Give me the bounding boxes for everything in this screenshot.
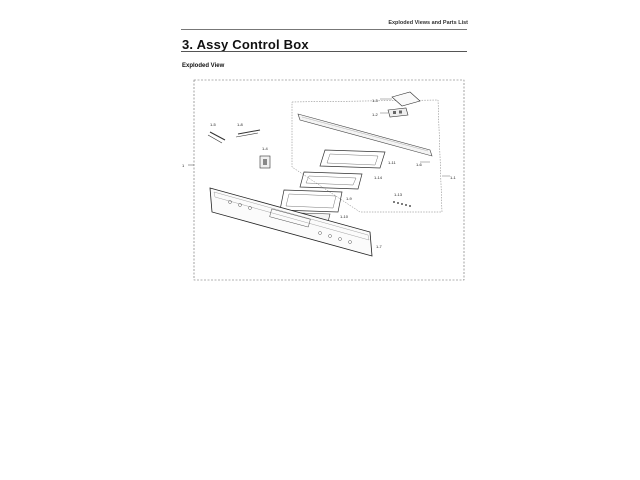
callout-1-5: 1-5 xyxy=(210,122,216,127)
callout-1-8: 1-8 xyxy=(237,122,243,127)
callout-1: 1 xyxy=(182,163,185,168)
callout-1-7: 1-7 xyxy=(376,244,382,249)
frame-front xyxy=(280,190,342,212)
title-rule xyxy=(181,51,467,52)
top-bracket xyxy=(298,114,432,156)
section-title: 3. Assy Control Box xyxy=(182,37,309,52)
header-rule xyxy=(181,29,467,30)
callout-1-1: 1-1 xyxy=(450,175,456,180)
assembly-boundary xyxy=(194,80,464,280)
callout-1-11: 1-11 xyxy=(388,160,396,165)
display-board xyxy=(392,92,420,106)
callout-1-10: 1-10 xyxy=(340,214,349,219)
frame-mid xyxy=(300,172,362,189)
connector-board xyxy=(388,108,408,117)
callout-1-4: 1-4 xyxy=(262,146,268,151)
callout-1-6: 1-6 xyxy=(416,162,422,167)
frame-rear xyxy=(320,150,385,168)
exploded-view-heading: Exploded View xyxy=(182,63,225,69)
callout-1-3: 1-3 xyxy=(372,98,378,103)
callout-1-2: 1-2 xyxy=(372,112,378,117)
running-header: Exploded Views and Parts List xyxy=(388,20,468,26)
callout-1-9: 1-9 xyxy=(346,196,352,201)
callout-1-14: 1-14 xyxy=(374,175,383,180)
rod-1-5 xyxy=(210,132,225,140)
exploded-view-diagram xyxy=(180,72,470,284)
callout-1-13: 1-13 xyxy=(394,192,403,197)
